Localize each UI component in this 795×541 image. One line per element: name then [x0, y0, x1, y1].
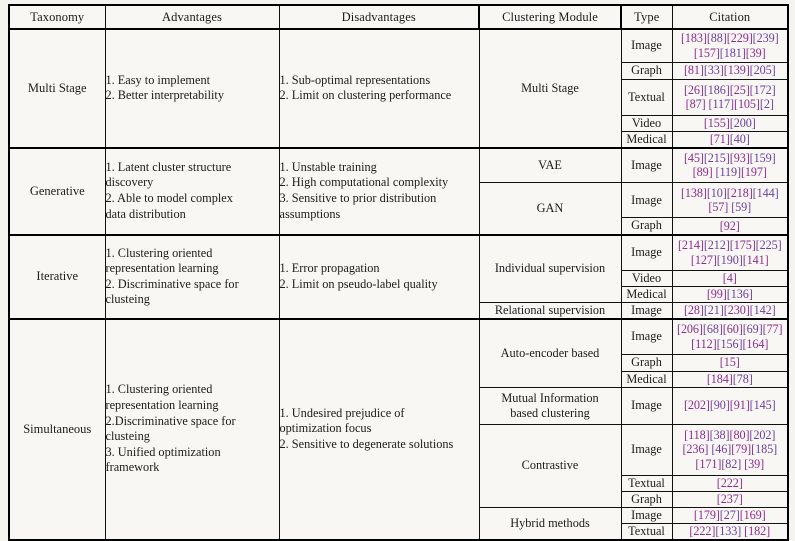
citation-ref[interactable]: [93]	[729, 150, 750, 165]
citation-ref[interactable]: [136]	[726, 287, 753, 302]
citation-ref[interactable]: [69]	[742, 322, 763, 337]
citation-ref[interactable]: [169]	[739, 507, 766, 522]
cell-citation	[672, 29, 788, 62]
citation-line	[673, 476, 788, 491]
module-line: Mutual Information	[501, 390, 599, 405]
citation-ref[interactable]: [60]	[722, 322, 743, 337]
citation-ref[interactable]: [99]	[706, 287, 727, 302]
disadvantage-line: optimization focus	[279, 421, 372, 436]
citation-ref[interactable]: [80]	[729, 427, 750, 442]
citation-ref[interactable]: [139]	[723, 63, 750, 78]
disadvantage-line: 3. Sensitive to prior distribution	[279, 191, 437, 205]
cell-type: Image	[621, 235, 672, 271]
cell-citation	[672, 235, 788, 271]
advantage-line: 3. Unified optimization	[105, 444, 221, 459]
citation-ref[interactable]: [156]	[716, 336, 743, 351]
citation-ref[interactable]: [90]	[709, 398, 730, 413]
cell-type: Image	[621, 183, 672, 218]
citation-ref[interactable]: [38]	[709, 427, 730, 442]
advantage-line: 2. Able to model complex	[105, 191, 233, 205]
table-row	[9, 148, 788, 183]
cell-type: Medical	[621, 371, 672, 387]
advantage-line: 2.Discriminative space for	[105, 413, 236, 428]
citation-ref[interactable]: [230]	[723, 303, 750, 318]
cell-type: Medical	[621, 287, 672, 303]
cell-citation	[672, 79, 788, 115]
citation-ref[interactable]: [92]	[719, 218, 740, 233]
cell-clustering-module: Relational supervision	[479, 303, 621, 320]
cell-citation	[672, 475, 788, 491]
citation-line	[673, 83, 788, 98]
citation-ref[interactable]: [229]	[726, 31, 753, 46]
cell-type: Image	[621, 387, 672, 424]
cell-type: Graph	[621, 354, 672, 371]
citation-ref[interactable]: [26]	[683, 82, 704, 97]
table-row	[9, 29, 788, 62]
advantage-line: discovery	[105, 175, 154, 190]
citation-ref[interactable]: [179]	[693, 507, 720, 522]
cell-disadvantages	[279, 319, 479, 540]
citation-ref[interactable]: [239]	[752, 31, 779, 46]
cell-advantages	[105, 148, 279, 235]
advantage-line: data distribution	[105, 206, 186, 221]
column-header-advantages: Advantages	[105, 5, 279, 29]
citation-ref[interactable]: [82]	[721, 456, 742, 471]
citation-ref[interactable]: [45]	[683, 150, 704, 165]
survey-table	[8, 4, 789, 541]
cell-type: Medical	[621, 131, 672, 148]
citation-ref[interactable]: [222]	[689, 523, 716, 538]
cell-citation	[672, 148, 788, 183]
cell-clustering-module	[479, 387, 621, 424]
citation-line	[673, 442, 788, 457]
citation-line	[673, 219, 788, 234]
citation-line	[673, 200, 788, 215]
cell-citation	[672, 507, 788, 523]
citation-ref[interactable]: [78]	[732, 371, 753, 386]
cell-type: Textual	[621, 523, 672, 540]
cell-disadvantages	[279, 235, 479, 320]
cell-type: Textual	[621, 79, 672, 115]
cell-type: Image	[621, 424, 672, 475]
citation-ref[interactable]: [28]	[683, 303, 704, 318]
citation-ref[interactable]: [202]	[749, 427, 776, 442]
citation-ref[interactable]: [185]	[751, 442, 778, 457]
module-line: based clustering	[510, 405, 590, 420]
advantage-line: representation learning	[105, 398, 219, 413]
citation-ref[interactable]: [79]	[731, 442, 752, 457]
table-row	[9, 235, 788, 271]
disadvantage-line: 2. Limit on pseudo-label quality	[279, 276, 438, 291]
cell-type: Graph	[621, 218, 672, 235]
citation-ref[interactable]: [218]	[726, 185, 753, 200]
cell-citation	[672, 218, 788, 235]
cell-citation	[672, 424, 788, 475]
cell-citation	[672, 491, 788, 507]
cell-type: Image	[621, 148, 672, 183]
disadvantage-line: 2. Sensitive to degenerate solutions	[279, 437, 454, 452]
citation-ref[interactable]: [89]	[692, 165, 713, 180]
citation-ref[interactable]: [205]	[749, 63, 776, 78]
column-header-type: Type	[621, 5, 672, 29]
column-header-citation: Citation	[672, 5, 788, 29]
cell-advantages	[105, 319, 279, 540]
citation-ref[interactable]: [144]	[752, 185, 779, 200]
citation-line	[673, 524, 788, 539]
disadvantage-line: assumptions	[279, 206, 341, 221]
citation-line	[673, 31, 788, 46]
advantage-line: 1. Clustering oriented	[105, 382, 213, 397]
column-header-clustering-module: Clustering Module	[479, 5, 621, 29]
cell-clustering-module: Auto-encoder based	[479, 319, 621, 387]
citation-ref[interactable]: [127]	[690, 252, 717, 267]
citation-ref[interactable]: [40]	[729, 131, 750, 146]
citation-ref[interactable]: [81]	[683, 63, 704, 78]
citation-line	[673, 303, 788, 318]
citation-line	[673, 287, 788, 302]
citation-ref[interactable]: [15]	[719, 355, 740, 370]
citation-ref[interactable]: [112]	[691, 336, 717, 351]
citation-line	[673, 238, 788, 253]
cell-citation	[672, 303, 788, 320]
citation-ref[interactable]: [87]	[685, 97, 706, 111]
citation-ref[interactable]: [155]	[703, 115, 730, 130]
advantage-line: 1. Clustering oriented	[105, 245, 213, 260]
citation-ref[interactable]: [39]	[745, 45, 766, 60]
cell-citation	[672, 523, 788, 540]
cell-citation	[672, 115, 788, 131]
citation-ref[interactable]: [118]	[684, 427, 710, 442]
cell-citation	[672, 371, 788, 387]
citation-ref[interactable]: [10]	[706, 185, 727, 200]
citation-line	[673, 116, 788, 131]
table-body	[9, 29, 788, 540]
citation-line	[673, 508, 788, 523]
table-page	[0, 4, 795, 538]
disadvantage-line: 1. Unstable training	[279, 159, 377, 174]
advantage-line: 2. Better interpretability	[105, 88, 224, 103]
citation-line	[673, 97, 788, 112]
citation-line	[673, 355, 788, 370]
citation-line	[673, 428, 788, 443]
advantage-line: 1. Easy to implement	[105, 72, 211, 87]
citation-ref[interactable]: [164]	[742, 336, 769, 351]
citation-line	[673, 165, 788, 180]
citation-line	[673, 492, 788, 507]
citation-ref[interactable]: [39]	[744, 456, 765, 471]
table-head	[9, 5, 788, 29]
citation-ref[interactable]: [200]	[729, 115, 756, 130]
citation-ref[interactable]: [21]	[703, 303, 724, 318]
citation-ref[interactable]: [222]	[716, 475, 743, 490]
cell-taxonomy: Multi Stage	[9, 29, 105, 148]
citation-ref[interactable]: [186]	[703, 82, 730, 97]
citation-ref[interactable]: [183]	[680, 31, 707, 46]
citation-ref[interactable]: [202]	[683, 398, 710, 413]
cell-type: Image	[621, 29, 672, 62]
citation-ref[interactable]: [157]	[693, 45, 720, 60]
citation-ref[interactable]: [88]	[706, 31, 727, 46]
citation-ref[interactable]: [181]	[719, 45, 746, 60]
cell-advantages	[105, 235, 279, 320]
citation-ref[interactable]: [77]	[762, 322, 783, 337]
citation-line	[673, 457, 788, 472]
citation-ref[interactable]: [182]	[744, 523, 771, 538]
cell-citation	[672, 287, 788, 303]
citation-ref[interactable]: [141]	[742, 252, 769, 267]
advantage-line: representation learning	[105, 261, 219, 276]
citation-ref[interactable]: [133]	[715, 523, 742, 538]
citation-ref[interactable]: [145]	[749, 398, 776, 413]
citation-ref[interactable]: [46]	[711, 442, 732, 457]
citation-ref[interactable]: [68]	[702, 322, 723, 337]
cell-type: Textual	[621, 475, 672, 491]
cell-taxonomy: Simultaneous	[9, 319, 105, 540]
citation-ref[interactable]: [206]	[676, 322, 703, 337]
cell-disadvantages	[279, 29, 479, 148]
citation-ref[interactable]: [236]	[682, 442, 709, 457]
advantage-line: clusteing	[105, 292, 150, 307]
cell-clustering-module: VAE	[479, 148, 621, 183]
citation-ref[interactable]: [197]	[740, 165, 767, 180]
cell-citation	[672, 354, 788, 371]
citation-ref[interactable]: [225]	[755, 238, 782, 253]
advantage-line: framework	[105, 460, 160, 475]
cell-clustering-module: Contrastive	[479, 424, 621, 507]
citation-ref[interactable]: [25]	[729, 82, 750, 97]
table-row	[9, 319, 788, 354]
citation-ref[interactable]: [175]	[729, 238, 756, 253]
citation-ref[interactable]: [212]	[703, 238, 730, 253]
citation-ref[interactable]: [215]	[703, 150, 730, 165]
citation-ref[interactable]: [71]	[709, 131, 730, 146]
cell-citation	[672, 131, 788, 148]
advantage-line: 1. Latent cluster structure	[105, 159, 232, 174]
citation-ref[interactable]: [91]	[729, 398, 750, 413]
citation-line	[673, 132, 788, 147]
cell-citation	[672, 387, 788, 424]
citation-line	[673, 253, 788, 268]
citation-ref[interactable]: [184]	[706, 371, 733, 386]
cell-clustering-module: Individual supervision	[479, 235, 621, 303]
citation-ref[interactable]: [142]	[749, 303, 776, 318]
citation-line	[673, 398, 788, 413]
citation-line	[673, 151, 788, 166]
cell-clustering-module: GAN	[479, 183, 621, 235]
citation-ref[interactable]: [214]	[677, 238, 704, 253]
citation-ref[interactable]: [105]	[733, 97, 760, 111]
cell-citation	[672, 183, 788, 218]
cell-advantages	[105, 29, 279, 148]
disadvantage-line: 1. Undesired prejudice of	[279, 405, 405, 420]
cell-type: Graph	[621, 491, 672, 507]
column-header-taxonomy: Taxonomy	[9, 5, 105, 29]
citation-ref[interactable]: [159]	[749, 150, 776, 165]
cell-taxonomy: Iterative	[9, 235, 105, 320]
cell-disadvantages	[279, 148, 479, 235]
cell-citation	[672, 271, 788, 287]
cell-type: Image	[621, 319, 672, 354]
citation-ref[interactable]: [117]	[708, 97, 734, 111]
citation-ref[interactable]: [27]	[719, 507, 740, 522]
citation-ref[interactable]: [172]	[749, 82, 776, 97]
citation-ref[interactable]: [2]	[759, 97, 774, 111]
citation-ref[interactable]: [59]	[731, 200, 752, 214]
citation-line	[673, 63, 788, 78]
disadvantage-line: 2. High computational complexity	[279, 175, 449, 190]
cell-type: Video	[621, 115, 672, 131]
disadvantage-line: 1. Error propagation	[279, 261, 380, 276]
cell-clustering-module: Hybrid methods	[479, 507, 621, 540]
disadvantage-line: 1. Sub-optimal representations	[279, 72, 431, 87]
cell-type: Video	[621, 271, 672, 287]
cell-taxonomy: Generative	[9, 148, 105, 235]
citation-line	[673, 46, 788, 61]
cell-type: Image	[621, 303, 672, 320]
cell-type: Graph	[621, 62, 672, 79]
cell-citation	[672, 62, 788, 79]
citation-ref[interactable]: [4]	[722, 271, 737, 286]
citation-ref[interactable]: [190]	[716, 252, 743, 267]
citation-line	[673, 271, 788, 286]
citation-ref[interactable]: [119]	[715, 165, 741, 180]
citation-ref[interactable]: [171]	[695, 456, 722, 471]
citation-ref[interactable]: [237]	[716, 491, 743, 506]
column-header-disadvantages: Disadvantages	[279, 5, 479, 29]
citation-line	[673, 322, 788, 337]
cell-type: Image	[621, 507, 672, 523]
advantage-line: 2. Discriminative space for	[105, 276, 239, 291]
citation-ref[interactable]: [57]	[708, 200, 729, 214]
cell-clustering-module: Multi Stage	[479, 29, 621, 148]
header-row	[9, 5, 788, 29]
cell-citation	[672, 319, 788, 354]
citation-ref[interactable]: [33]	[703, 63, 724, 78]
citation-line	[673, 372, 788, 387]
citation-line	[673, 337, 788, 352]
citation-line	[673, 186, 788, 201]
citation-ref[interactable]: [138]	[680, 185, 707, 200]
disadvantage-line: 2. Limit on clustering performance	[279, 88, 452, 103]
advantage-line: clusteing	[105, 429, 150, 444]
